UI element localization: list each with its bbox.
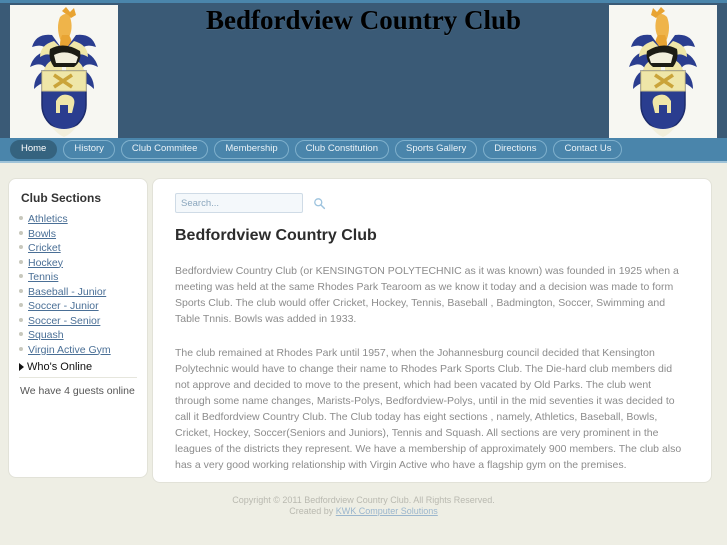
list-item bbox=[19, 257, 137, 270]
bullet-icon bbox=[19, 347, 23, 351]
nav-item-history[interactable]: History bbox=[63, 140, 115, 158]
sidebar-item-cricket[interactable]: Cricket bbox=[28, 242, 61, 254]
list-item bbox=[19, 329, 137, 342]
list-item bbox=[19, 242, 137, 255]
bullet-icon bbox=[19, 274, 23, 278]
footer-copyright: Copyright © 2011 Bedfordview Country Club. All Rights Reserved. bbox=[232, 495, 495, 505]
nav-item-directions[interactable]: Directions bbox=[483, 140, 547, 158]
sidebar-item-hockey[interactable]: Hockey bbox=[28, 256, 64, 269]
triangle-right-icon bbox=[19, 363, 24, 371]
footer-credit-prefix: Created by bbox=[289, 506, 336, 516]
guests-online-count: We have 4 guests online bbox=[20, 384, 135, 397]
site-header bbox=[0, 0, 727, 138]
bullet-icon bbox=[19, 289, 23, 293]
nav-item-contact-us[interactable]: Contact Us bbox=[553, 140, 622, 158]
sidebar-heading: Club Sections bbox=[21, 191, 102, 205]
list-item bbox=[19, 228, 137, 241]
footer-credit-link[interactable]: KWK Computer Solutions bbox=[335, 506, 438, 516]
bullet-icon bbox=[19, 216, 23, 220]
sidebar-item-soccer-junior[interactable]: Soccer - Junior bbox=[28, 300, 99, 312]
sidebar-club-sections-list bbox=[19, 213, 137, 357]
club-crest-icon bbox=[609, 5, 717, 138]
nav-item-club-constitution[interactable]: Club Constitution bbox=[295, 140, 389, 158]
sidebar-item-virgin-active-gym[interactable]: Virgin Active Gym bbox=[28, 343, 111, 356]
list-item bbox=[19, 315, 137, 328]
whos-online-heading[interactable] bbox=[19, 361, 137, 378]
page-title: Bedfordview Country Club bbox=[205, 5, 522, 35]
nav-item-home[interactable]: Home bbox=[10, 140, 57, 158]
whos-online-label: Who's Online bbox=[27, 360, 93, 373]
nav-item-membership[interactable]: Membership bbox=[214, 140, 288, 158]
bullet-icon bbox=[19, 231, 23, 235]
main-content-panel bbox=[152, 178, 712, 483]
list-item bbox=[19, 271, 137, 284]
sidebar-item-tennis[interactable]: Tennis bbox=[28, 271, 59, 283]
search-input[interactable] bbox=[181, 198, 313, 209]
content-area bbox=[0, 165, 727, 490]
sidebar-item-squash[interactable]: Squash bbox=[28, 329, 64, 341]
sidebar bbox=[8, 178, 148, 478]
sidebar-item-soccer-senior[interactable]: Soccer - Senior bbox=[28, 314, 101, 327]
site-footer bbox=[0, 495, 727, 517]
main-navigation bbox=[0, 138, 727, 163]
search-box[interactable] bbox=[175, 193, 303, 213]
nav-item-sports-gallery[interactable]: Sports Gallery bbox=[395, 140, 477, 158]
list-item bbox=[19, 300, 137, 313]
bullet-icon bbox=[19, 245, 23, 249]
club-crest-right bbox=[609, 5, 717, 138]
bullet-icon bbox=[19, 260, 23, 264]
sidebar-item-bowls[interactable]: Bowls bbox=[28, 227, 57, 240]
nav-item-club-commitee[interactable]: Club Commitee bbox=[121, 140, 208, 158]
magnifier-icon[interactable] bbox=[313, 197, 326, 210]
list-item bbox=[19, 286, 137, 299]
bullet-icon bbox=[19, 318, 23, 322]
paragraph-history-founding: Bedfordview Country Club (or KENSINGTON POLYTECHNIC as it was known) was founded in 1925 when a meeting was held at the same Rhodes Park Tearoom as we know it today and a decision was made to form Sports Club. The club would offer Cricket, Hockey, Tennis, Baseball , Badmington, Soccer, Swimming and Table Tnnis. Bowls was added in 1933. bbox=[175, 265, 679, 325]
footer-credit bbox=[0, 506, 727, 517]
list-item bbox=[19, 213, 137, 226]
bullet-icon bbox=[19, 303, 23, 307]
sidebar-item-baseball-junior[interactable]: Baseball - Junior bbox=[28, 285, 107, 298]
content-heading: Bedfordview Country Club bbox=[175, 227, 377, 244]
list-item bbox=[19, 344, 137, 357]
bullet-icon bbox=[19, 332, 23, 336]
sidebar-item-athletics[interactable]: Athletics bbox=[28, 213, 68, 225]
paragraph-history-modern: The club remained at Rhodes Park until 1957, when the Johannesburg council decided that Kensington Polytechnic would have to change their name to Rhodes Park Sports Club. The Die-hard club members did not approve and decided to move to the present, which had been vacated by Old Parks. The club went through some name changes, Marists-Polys, Bedfordview-Polys, until in the mid seventies it was decided to call it Bedfordview Country Club. The Club today has eight sections , namely, Athletics, Baseball, Bowls, Cricket, Hockey, Soccer(Seniors and Juniors), Tennis and Squash. All sections are very prominent in the leagues of the districts they represent. We have a membership of approximately 900 members. The club also has a very good working relationship with Virgin Active who have a flagship gym on the premises. bbox=[175, 347, 682, 471]
